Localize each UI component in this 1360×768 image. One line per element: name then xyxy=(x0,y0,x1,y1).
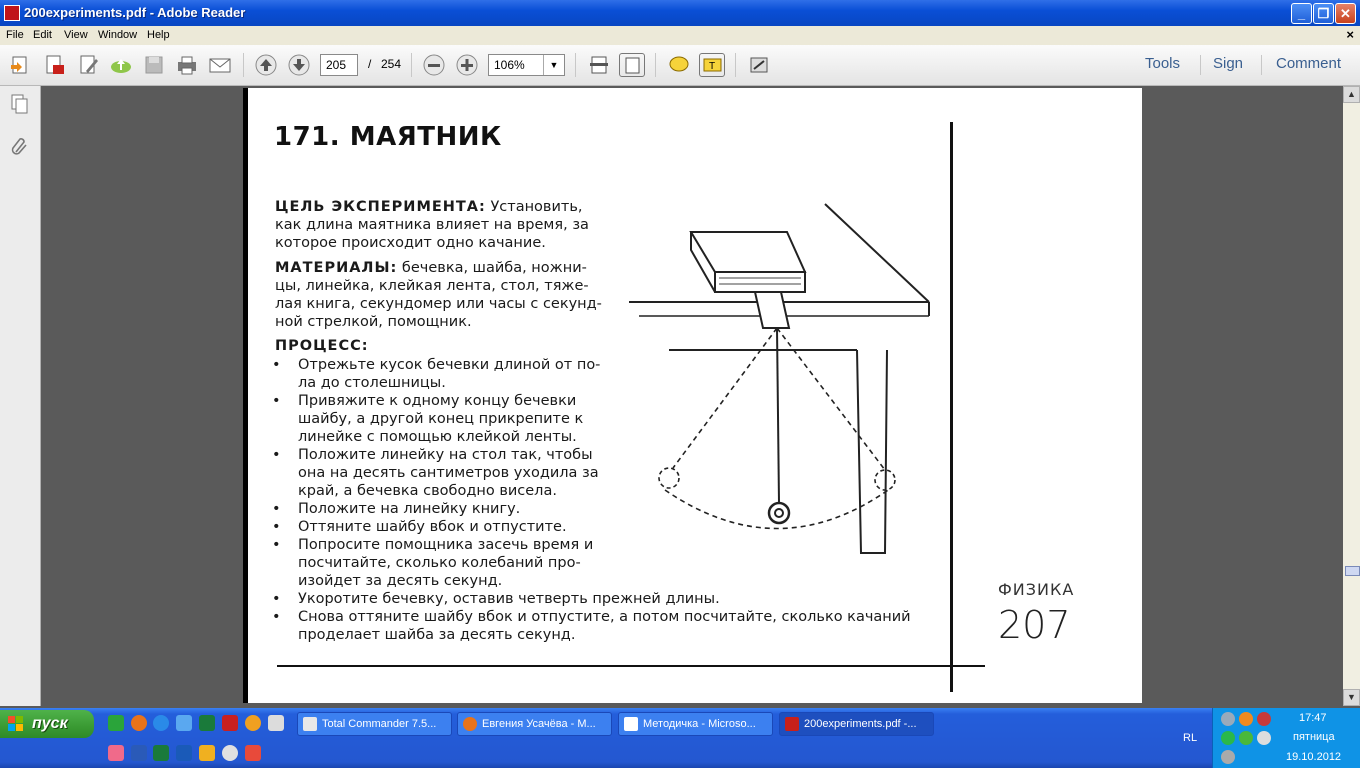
taskbar-item-adobe-reader[interactable]: 200experiments.pdf -... xyxy=(779,712,934,736)
cd-icon[interactable] xyxy=(222,745,238,761)
list-item: • Отрежьте кусок бечевки длиной от по- ла до столешницы. xyxy=(282,356,600,392)
zoom-out-icon[interactable] xyxy=(421,53,447,77)
svg-text:T: T xyxy=(709,61,716,72)
excel-icon[interactable] xyxy=(199,715,215,731)
list-item: • Положите линейку на стол так, чтобы она на десять сантиметров уходила за край, а бечевка свободно висела. xyxy=(282,446,599,500)
list-item: • Укоротите бечевку, оставив четверть прежней длины. xyxy=(282,590,720,608)
comment-link[interactable]: Comment xyxy=(1276,55,1342,72)
close-document-button[interactable]: × xyxy=(1346,27,1354,42)
previous-page-icon[interactable] xyxy=(253,53,279,77)
excel-icon[interactable] xyxy=(153,745,169,761)
list-item: • Оттяните шайбу вбок и отпустите. xyxy=(282,518,567,536)
highlight-icon[interactable] xyxy=(699,53,725,77)
app-tray-icon[interactable] xyxy=(1257,712,1271,726)
app-tray-icon[interactable] xyxy=(1221,750,1235,764)
zoom-select[interactable] xyxy=(488,54,565,76)
start-button[interactable]: пуск xyxy=(0,710,94,738)
chevron-down-icon[interactable]: ▼ xyxy=(543,55,564,75)
open-icon[interactable] xyxy=(8,53,34,77)
tools-link[interactable]: Tools xyxy=(1145,55,1181,72)
utorrent-icon[interactable] xyxy=(1239,731,1253,745)
goal-paragraph xyxy=(275,198,589,252)
pages-thumbnail-icon[interactable] xyxy=(10,94,30,116)
taskbar-item-total-commander[interactable]: Total Commander 7.5... xyxy=(297,712,452,736)
page-heading: 171. МАЯТНИК xyxy=(274,122,502,152)
goal-line: которое происходит одно качание. xyxy=(275,235,546,251)
calculator-icon[interactable] xyxy=(268,715,284,731)
volume-icon[interactable] xyxy=(1257,731,1271,745)
word-icon xyxy=(624,717,638,731)
internet-explorer-icon[interactable] xyxy=(153,715,169,731)
taskbar-item-word[interactable]: Методичка - Microso... xyxy=(618,712,773,736)
media-player-icon[interactable] xyxy=(245,715,261,731)
goal-line: Установить, xyxy=(490,199,583,215)
adobe-reader-icon xyxy=(785,717,799,731)
cloud-upload-icon[interactable] xyxy=(108,53,134,77)
firefox-icon xyxy=(463,717,477,731)
menu-edit[interactable]: Edit xyxy=(33,29,52,41)
page-total: 254 xyxy=(381,57,402,71)
sign-link[interactable]: Sign xyxy=(1213,55,1244,72)
adobe-reader-icon xyxy=(4,5,20,21)
list-item: • Положите на линейку книгу. xyxy=(282,500,520,518)
attachments-icon[interactable] xyxy=(10,136,30,158)
next-page-icon[interactable] xyxy=(286,53,312,77)
language-indicator[interactable]: RL xyxy=(1183,732,1198,744)
app-icon[interactable] xyxy=(199,745,215,761)
email-icon[interactable] xyxy=(207,53,233,77)
minimize-button[interactable]: _ xyxy=(1291,3,1312,24)
window-title: 200experiments.pdf - Adobe Reader xyxy=(24,5,246,20)
materials-line: ной стрелкой, помощник. xyxy=(275,314,472,330)
create-pdf-icon[interactable] xyxy=(42,53,68,77)
zoom-in-icon[interactable] xyxy=(454,53,480,77)
list-item: • Попросите помощника засечь время и посчитайте, сколько колебаний про- изойдет за десять секунд. xyxy=(282,536,593,590)
desktop-icon[interactable] xyxy=(176,715,192,731)
app-icon[interactable] xyxy=(222,715,238,731)
scroll-down-button[interactable]: ▼ xyxy=(1343,689,1360,706)
printed-page-number: 207 xyxy=(998,603,1071,647)
system-tray xyxy=(1212,708,1360,768)
scroll-up-button[interactable]: ▲ xyxy=(1343,86,1360,103)
comment-icon[interactable] xyxy=(666,53,692,77)
goal-line: как длина маятника влияет на время, за xyxy=(275,217,589,233)
app-icon[interactable] xyxy=(176,745,192,761)
materials-line: цы, линейка, клейкая лента, стол, тяже- xyxy=(275,278,589,294)
utorrent-icon[interactable] xyxy=(108,715,124,731)
word-icon[interactable] xyxy=(131,745,147,761)
clock-date: 19.10.2012 xyxy=(1286,751,1342,763)
title-bar xyxy=(0,0,1360,26)
skype-icon[interactable] xyxy=(1221,731,1235,745)
materials-line: лая книга, секундомер или часы с секунд- xyxy=(275,296,602,312)
print-icon[interactable] xyxy=(174,53,200,77)
edit-icon[interactable] xyxy=(76,53,102,77)
vertical-scrollbar[interactable] xyxy=(1343,86,1360,706)
app-icon[interactable] xyxy=(245,745,261,761)
save-icon[interactable] xyxy=(141,53,167,77)
materials-line: бечевка, шайба, ножни- xyxy=(401,260,587,276)
close-button[interactable]: ✕ xyxy=(1335,3,1356,24)
menu-view[interactable]: View xyxy=(64,29,88,41)
menu-window[interactable]: Window xyxy=(98,29,138,41)
list-item: • Привяжите к одному концу бечевки шайбу, а другой конец прикрепите к линейке с помощью клейкой ленты. xyxy=(282,392,583,446)
pendulum-illustration xyxy=(629,198,949,558)
list-item: • Снова оттяните шайбу вбок и отпустите, а потом посчитайте, сколько качаний проделает шайба за десять секунд. xyxy=(282,608,911,644)
fit-width-icon[interactable] xyxy=(586,53,612,77)
fullscreen-icon[interactable] xyxy=(746,53,772,77)
page-number-input[interactable]: 205 xyxy=(320,54,358,76)
network-icon[interactable] xyxy=(1221,712,1235,726)
maximize-button[interactable]: ❐ xyxy=(1313,3,1334,24)
menu-help[interactable]: Help xyxy=(147,29,170,41)
firefox-icon[interactable] xyxy=(131,715,147,731)
fit-page-icon[interactable] xyxy=(619,53,645,77)
materials-paragraph xyxy=(275,259,602,331)
materials-label: МАТЕРИАЛЫ: xyxy=(275,260,398,276)
taskbar xyxy=(0,708,1360,768)
menu-bar xyxy=(0,26,1360,46)
page-subject: ФИЗИКА xyxy=(998,580,1075,599)
app-icon[interactable] xyxy=(108,745,124,761)
zoom-value: 106% xyxy=(494,58,525,72)
windows-logo-icon xyxy=(8,716,24,732)
toolbar xyxy=(0,45,1360,86)
navigation-pane xyxy=(0,86,41,706)
clock-time[interactable]: 17:47 xyxy=(1299,712,1327,724)
scroll-thumb[interactable] xyxy=(1345,566,1360,576)
app-tray-icon[interactable] xyxy=(1239,712,1253,726)
goal-label: ЦЕЛЬ ЭКСПЕРИМЕНТА: xyxy=(275,199,486,215)
menu-file[interactable]: File xyxy=(6,29,24,41)
total-commander-icon xyxy=(303,717,317,731)
page-separator: / xyxy=(368,57,372,71)
process-label: ПРОЦЕСС: xyxy=(275,338,369,354)
clock-day: пятница xyxy=(1293,731,1335,743)
taskbar-item-firefox[interactable]: Евгения Усачёва - М... xyxy=(457,712,612,736)
pdf-page xyxy=(243,88,1142,703)
